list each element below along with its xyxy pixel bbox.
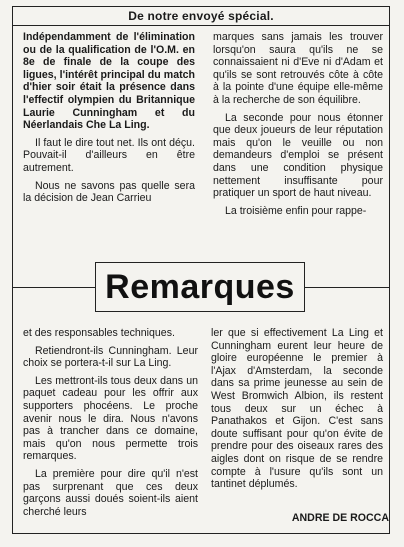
subheading-title: Remarques — [105, 267, 295, 306]
column-1 — [23, 31, 195, 210]
author-signature: ANDRE DE ROCCA — [291, 512, 389, 524]
section-rule-left — [13, 287, 95, 288]
article-frame — [12, 6, 390, 534]
column-2 — [213, 31, 383, 222]
subheading-box — [95, 262, 305, 312]
column-4 — [211, 327, 383, 496]
paragraph: Nous ne savons pas quelle sera la décision de Jean Carrieu — [23, 179, 195, 205]
article-header: De notre envoyé spécial. — [128, 9, 274, 23]
paragraph: Retiendront-ils Cunningham. Leur choix se portera-t-il sur La Ling. — [23, 344, 198, 370]
lead-paragraph: Indépendamment de l'élimination ou de la qualification de l'O.M. en 8e de finale de la coupe des ligues, l'intérêt principal du match d'hier soir était la présence dans l'effectif olympien du Britannique Laurie Cunningham et du Néerlandais Che La Ling. — [23, 31, 195, 132]
paragraph: La première pour dire qu'il n'est pas surprenant que ces deux garçons aussi doués soient-ils aient cherché leurs — [23, 467, 198, 518]
paragraph: Il faut le dire tout net. Ils ont déçu. Pouvait-il d'ailleurs en être autrement. — [23, 136, 195, 174]
section-rule-right — [305, 287, 389, 288]
header-rule — [13, 25, 389, 26]
paragraph: marques sans jamais les trouver lorsqu'on saura qu'ils ne se connaissaient ni d'Eve ni d'Adam et qu'ils se sont retrouvés côte à côte à la pointe d'une équipe elle-même à la recherche de son équilibre. — [213, 31, 383, 106]
column-3 — [23, 327, 198, 523]
paragraph: La seconde pour nous étonner que deux joueurs de leur réputation mais qu'on le veuille ou non demandeurs d'emploi se présent dans une condition physique nettement insuffisante pour pratiquer un sport de haut niveau. — [213, 111, 383, 200]
paragraph: La troisième enfin pour rappe- — [225, 204, 367, 217]
paragraph: ler que si effectivement La Ling et Cunningham eurent leur heure de gloire européenne le premier à l'Ajax d'Amsterdam, la seconde dans sa prime jeunesse au sein de West Bromwich Albion, ils restent tous deux sur un échec à Panathakos et Gijon. C'est sans doute suffisant pour qu'on évite de prendre pour des oiseaux rares des aigles dont on risque de se rendre compte à l'usure qu'ils sont un tantinet déplumés. — [211, 327, 383, 491]
paragraph: Les mettront-ils tous deux dans un paquet cadeau pour les offrir aux supporters phocéens. Le proche avenir nous le dira. Nous n'avons pas à trancher dans ce domaine, mais qu'on nous permette trois remarques. — [23, 374, 198, 463]
paragraph: et des responsables techniques. — [23, 327, 175, 339]
